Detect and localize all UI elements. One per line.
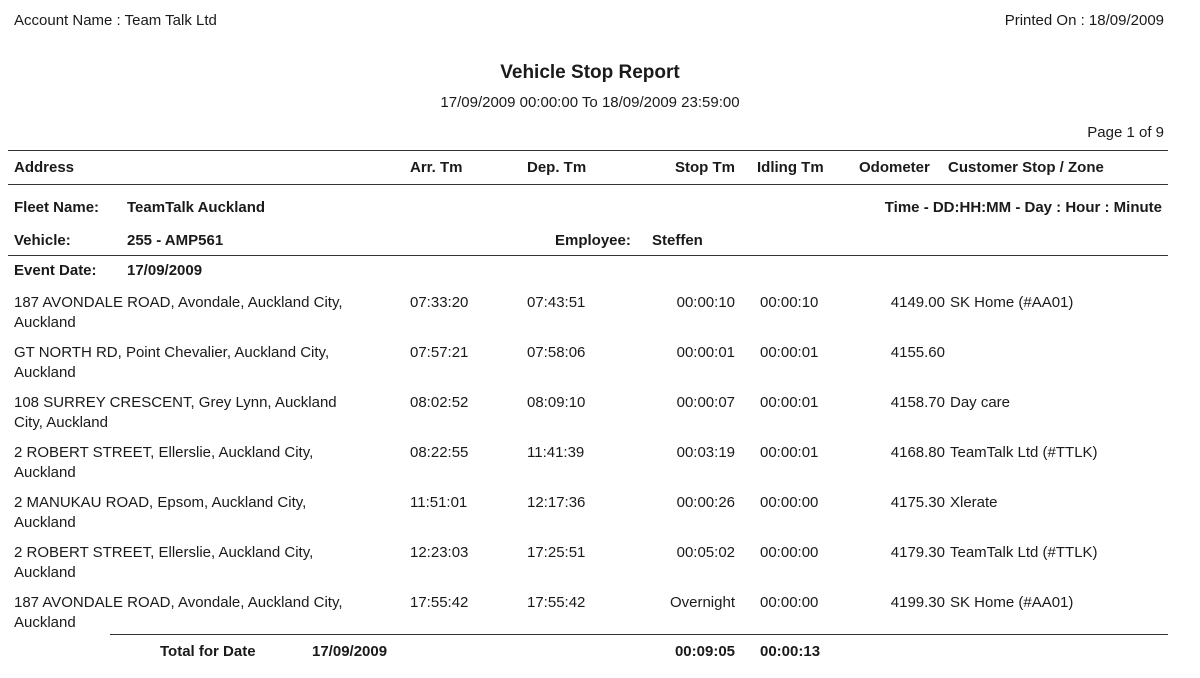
vehicle-value: 255 - AMP561 xyxy=(127,232,224,249)
arrival-time: 12:23:03 xyxy=(410,544,469,561)
customer-stop: Xlerate xyxy=(950,494,998,511)
address-line-1: 187 AVONDALE ROAD, Avondale, Auckland City, xyxy=(14,594,343,611)
idling-time: 00:00:00 xyxy=(760,544,819,561)
vehicle-rule xyxy=(8,255,1168,256)
total-stop-time: 00:09:05 xyxy=(674,643,735,660)
address-line-1: 2 ROBERT STREET, Ellerslie, Auckland City, xyxy=(14,444,314,461)
employee-value: Steffen xyxy=(652,232,703,249)
address-line-2: Auckland xyxy=(14,564,76,581)
arrival-time: 07:33:20 xyxy=(410,294,469,311)
arrival-time: 08:02:52 xyxy=(410,394,469,411)
col-stop-time: Stop Tm xyxy=(675,159,735,176)
stop-time: 00:00:26 xyxy=(676,494,735,511)
address-line-2: Auckland xyxy=(14,514,76,531)
printed-on: Printed On : 18/09/2009 xyxy=(1004,12,1164,29)
page-indicator: Page 1 of 9 xyxy=(1087,124,1164,141)
table-row xyxy=(14,343,404,383)
customer-stop: SK Home (#AA01) xyxy=(950,294,1074,311)
total-date: 17/09/2009 xyxy=(312,643,388,660)
fleet-name-value: TeamTalk Auckland xyxy=(127,199,266,216)
address-line-2: Auckland xyxy=(14,614,76,631)
stop-time: Overnight xyxy=(669,594,735,611)
header-top-rule xyxy=(8,150,1168,151)
arrival-time: 07:57:21 xyxy=(410,344,469,361)
idling-time: 00:00:10 xyxy=(760,294,819,311)
address-line-2: City, Auckland xyxy=(14,414,108,431)
col-departure-time: Dep. Tm xyxy=(527,159,587,176)
header-bottom-rule xyxy=(8,184,1168,185)
total-rule xyxy=(110,634,1168,635)
address-line-1: 187 AVONDALE ROAD, Avondale, Auckland City, xyxy=(14,294,343,311)
arrival-time: 08:22:55 xyxy=(410,444,469,461)
stop-time: 00:03:19 xyxy=(676,444,735,461)
report-date-range: 17/09/2009 00:00:00 To 18/09/2009 23:59:00 xyxy=(440,94,740,111)
col-customer-stop: Customer Stop / Zone xyxy=(948,159,1104,176)
table-row xyxy=(14,393,404,433)
idling-time: 00:00:01 xyxy=(760,394,819,411)
departure-time: 12:17:36 xyxy=(527,494,586,511)
address-line-2: Auckland xyxy=(14,314,76,331)
time-format-note: Time - DD:HH:MM - Day : Hour : Minute xyxy=(884,199,1162,216)
col-idling-time: Idling Tm xyxy=(757,159,824,176)
idling-time: 00:00:00 xyxy=(760,594,819,611)
odometer: 4179.30 xyxy=(890,544,945,561)
employee-label: Employee: xyxy=(555,232,631,249)
stop-time: 00:00:01 xyxy=(676,344,735,361)
account-name: Account Name : Team Talk Ltd xyxy=(14,12,217,29)
address-line-1: 2 ROBERT STREET, Ellerslie, Auckland City, xyxy=(14,544,314,561)
total-label: Total for Date xyxy=(160,643,256,660)
col-odometer: Odometer xyxy=(859,159,930,176)
departure-time: 11:41:39 xyxy=(527,444,585,461)
customer-stop: Day care xyxy=(950,394,1011,411)
departure-time: 08:09:10 xyxy=(527,394,586,411)
customer-stop: TeamTalk Ltd (#TTLK) xyxy=(950,544,1098,561)
odometer: 4199.30 xyxy=(890,594,945,611)
address-line-1: 108 SURREY CRESCENT, Grey Lynn, Auckland xyxy=(14,394,337,411)
customer-stop: SK Home (#AA01) xyxy=(950,594,1074,611)
odometer: 4158.70 xyxy=(890,394,945,411)
odometer: 4149.00 xyxy=(890,294,945,311)
address-line-2: Auckland xyxy=(14,464,76,481)
col-arrival-time: Arr. Tm xyxy=(410,159,463,176)
odometer: 4175.30 xyxy=(890,494,945,511)
stop-time: 00:05:02 xyxy=(676,544,735,561)
idling-time: 00:00:01 xyxy=(760,444,819,461)
table-row xyxy=(14,493,404,533)
address-line-1: GT NORTH RD, Point Chevalier, Auckland City, xyxy=(14,344,330,361)
stop-time: 00:00:07 xyxy=(676,394,735,411)
address-line-2: Auckland xyxy=(14,364,76,381)
departure-time: 17:25:51 xyxy=(527,544,586,561)
idling-time: 00:00:01 xyxy=(760,344,819,361)
table-row xyxy=(14,593,404,633)
stop-time: 00:00:10 xyxy=(676,294,735,311)
arrival-time: 11:51:01 xyxy=(410,494,468,511)
odometer: 4155.60 xyxy=(890,344,945,361)
address-line-1: 2 MANUKAU ROAD, Epsom, Auckland City, xyxy=(14,494,307,511)
vehicle-label: Vehicle: xyxy=(14,232,71,249)
departure-time: 07:43:51 xyxy=(527,294,586,311)
odometer: 4168.80 xyxy=(890,444,945,461)
col-address: Address xyxy=(14,159,75,176)
table-row xyxy=(14,443,404,483)
report-title: Vehicle Stop Report xyxy=(500,62,680,83)
fleet-name-label: Fleet Name: xyxy=(14,199,100,216)
table-row xyxy=(14,543,404,583)
arrival-time: 17:55:42 xyxy=(410,594,469,611)
customer-stop: TeamTalk Ltd (#TTLK) xyxy=(950,444,1098,461)
idling-time: 00:00:00 xyxy=(760,494,819,511)
event-date-label: Event Date: xyxy=(14,262,97,279)
departure-time: 07:58:06 xyxy=(527,344,586,361)
event-date-value: 17/09/2009 xyxy=(127,262,203,279)
departure-time: 17:55:42 xyxy=(527,594,586,611)
table-row xyxy=(14,293,404,333)
total-idling-time: 00:00:13 xyxy=(760,643,821,660)
